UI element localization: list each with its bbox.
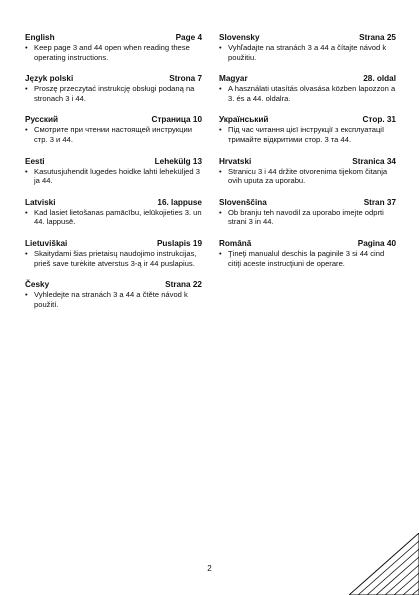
language-name: Română: [219, 238, 252, 248]
page-reference: 28. oldal: [363, 74, 396, 84]
bullet-icon: •: [25, 248, 28, 258]
section-ukrainian: [219, 114, 396, 144]
bullet-icon: •: [219, 207, 222, 217]
section-header: [219, 114, 396, 125]
instruction-text: Proszę przeczytać instrukcję obsługi podaną na stronach 3 i 44.: [34, 84, 195, 103]
page-reference: Stran 37: [363, 197, 396, 207]
instruction-text: Skaitydami šias prietaisų naudojimo instrukcijas, prieš save turėkite atverstus 3-ą ir 44 puslapius.: [34, 248, 197, 268]
section-header: [25, 238, 202, 249]
bullet-item: [25, 208, 202, 227]
page-reference: 16. lappuse: [157, 197, 202, 207]
page-reference: Strana 25: [359, 33, 396, 42]
bullet-icon: •: [25, 84, 28, 94]
page-reference: Puslapis 19: [156, 238, 202, 248]
section-header: [25, 32, 202, 43]
section-header: [25, 73, 202, 84]
bullet-icon: •: [219, 84, 222, 94]
section-header: [25, 156, 202, 167]
section-hungarian: [219, 73, 396, 103]
section-header: [25, 197, 202, 208]
language-name: Slovenščina: [219, 197, 267, 207]
bullet-icon: •: [25, 43, 28, 52]
language-name: Hrvatski: [219, 156, 252, 166]
language-name: Eesti: [25, 156, 45, 166]
language-name: Український: [219, 115, 269, 125]
language-name: English: [25, 33, 55, 42]
section-header: [25, 279, 202, 290]
section-romanian: [219, 238, 396, 268]
language-name: Slovensky: [219, 33, 260, 42]
bullet-item: [25, 167, 202, 186]
section-czech: [25, 279, 202, 309]
section-header: [219, 32, 396, 43]
page-reference: Lehekülg 13: [154, 156, 202, 166]
section-croatian: [219, 156, 396, 186]
language-name: Język polski: [25, 74, 74, 84]
bullet-item: [219, 125, 396, 144]
bullet-item: [25, 84, 202, 103]
section-header: [219, 238, 396, 249]
hatched-corner-graphic: [349, 533, 419, 595]
language-name: Magyar: [219, 74, 248, 84]
bullet-icon: •: [25, 207, 28, 217]
bullet-item: [219, 167, 396, 186]
instruction-text: Vyhľadajte na stranách 3 a 44 a čítajte návod k použitiu.: [228, 43, 387, 62]
section-polish: [25, 73, 202, 103]
section-slovenian: [219, 197, 396, 227]
left-column: [25, 32, 202, 320]
section-header: [219, 156, 396, 167]
section-slovak: [219, 32, 396, 62]
instruction-text: Keep page 3 and 44 open when reading these operating instructions.: [34, 43, 190, 62]
instruction-text: Ob branju teh navodil za uporabo imejte odprti strani 3 in 44.: [228, 207, 384, 227]
bullet-item: [25, 43, 202, 62]
section-english: [25, 32, 202, 62]
bullet-item: [219, 84, 396, 103]
section-header: [25, 114, 202, 125]
page-reference: Страница 10: [151, 115, 202, 125]
instruction-text: Смотрите при чтении настоящей инструкции стр. 3 и 44.: [34, 125, 192, 144]
section-russian: [25, 114, 202, 144]
language-name: Lietuviškai: [25, 238, 68, 248]
page-reference: Стор. 31: [362, 115, 396, 125]
bullet-item: [25, 249, 202, 268]
instruction-text: Kasutusjuhendit lugedes hoidke lahti leheküljed 3 ja 44.: [34, 166, 200, 186]
right-column: [219, 32, 396, 279]
bullet-item: [219, 208, 396, 227]
language-name: Česky: [25, 280, 50, 290]
bullet-item: [25, 125, 202, 144]
instruction-text: Під час читання цієї інструкції з експлуатації тримайте відкритими стор. 3 та 44.: [228, 125, 385, 144]
page-reference: Pagina 40: [357, 238, 396, 248]
instruction-text: A használati utasítás olvasása közben lapozzon a 3. és a 44. oldalra.: [228, 84, 396, 103]
bullet-icon: •: [219, 125, 222, 135]
page-number: 2: [207, 564, 212, 573]
instruction-text: Ţineţi manualul deschis la paginile 3 si 44 cind citiţi aceste instrucţiuni de operare.: [228, 248, 385, 268]
section-header: [219, 73, 396, 84]
instruction-text: Stranicu 3 i 44 držite otvorenima tijekom čitanja ovih uputa za uporabu.: [228, 166, 388, 186]
section-estonian: [25, 156, 202, 186]
instruction-text: Kad lasiet lietošanas pamācību, ielūkojieties 3. un 44. lappusē.: [34, 207, 202, 227]
bullet-icon: •: [219, 248, 222, 258]
page-reference: Strana 22: [165, 280, 202, 290]
bullet-item: [219, 43, 396, 62]
language-name: Русский: [25, 115, 59, 125]
bullet-item: [25, 290, 202, 309]
page-reference: Page 4: [175, 33, 202, 42]
section-latvian: [25, 197, 202, 227]
section-lithuanian: [25, 238, 202, 268]
page-reference: Stranica 34: [352, 156, 396, 166]
language-name: Latviski: [25, 197, 56, 207]
page-reference: Strona 7: [169, 74, 202, 84]
bullet-item: [219, 249, 396, 268]
bullet-icon: •: [25, 290, 28, 300]
bullet-icon: •: [219, 43, 222, 52]
bullet-icon: •: [25, 125, 28, 135]
bullet-icon: •: [25, 166, 28, 176]
section-header: [219, 197, 396, 208]
bullet-icon: •: [219, 166, 222, 176]
instruction-text: Vyhledejte na stranách 3 a 44 a čtěte návod k použití.: [34, 290, 188, 309]
